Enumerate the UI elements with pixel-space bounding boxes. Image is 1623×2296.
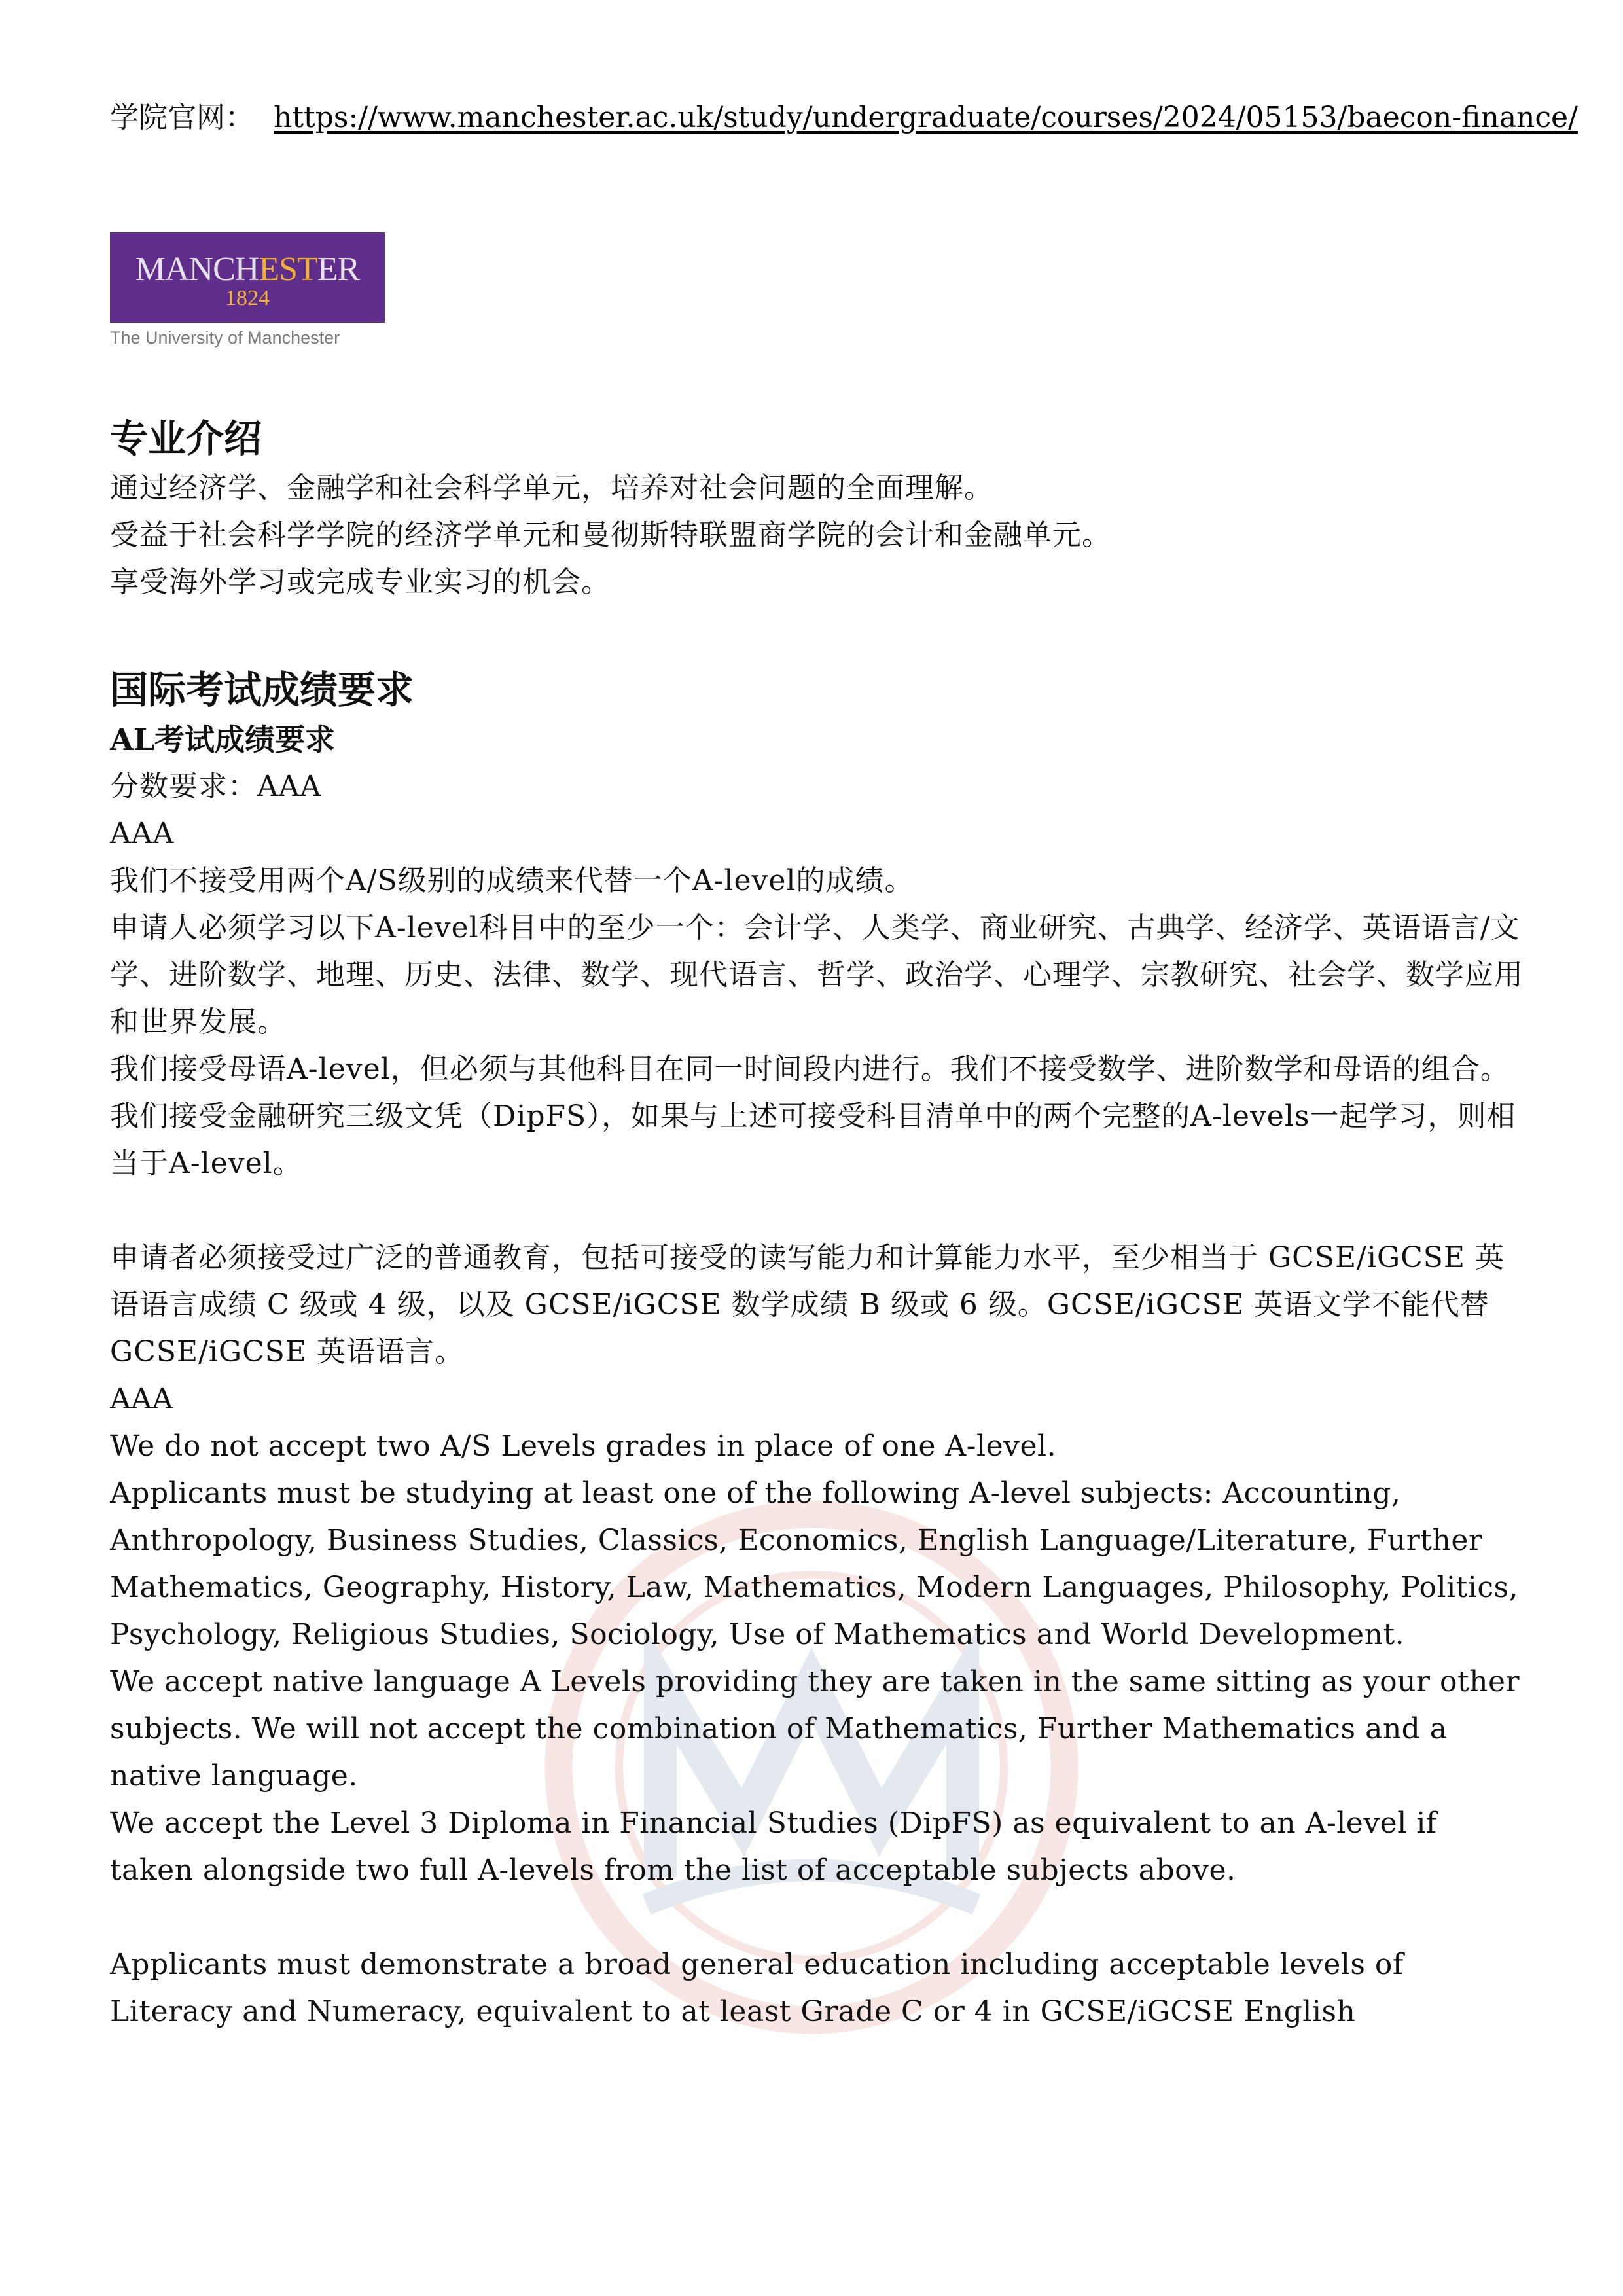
intro-line: 通过经济学、金融学和社会科学单元，培养对社会问题的全面理解。 <box>110 471 993 505</box>
score-line: 分数要求：AAA <box>110 770 322 803</box>
al-subheading: AL考试成绩要求 <box>110 722 336 757</box>
logo-subtitle: The University of Manchester <box>110 328 340 348</box>
zh-paragraph: 申请者必须接受过广泛的普通教育，包括可接受的读写能力和计算能力水平，至少相当于 GCSE/iGCSE 英语语言成绩 C 级或 4 级，以及 GCSE/iGCSE 数学成绩 B 级或 6 级。GCSE/iGCSE 英语文学不能代替 GCSE/iGCSE 英语语言。 <box>110 1241 1505 1369</box>
intro-line: 受益于社会科学学院的经济学单元和曼彻斯特联盟商学院的会计和金融单元。 <box>110 518 1111 552</box>
zh-paragraph: AAA <box>110 817 175 850</box>
zh-paragraph: 我们接受母语A-level，但必须与其他科目在同一时间段内进行。我们不接受数学、进阶数学和母语的组合。 <box>110 1052 1510 1086</box>
requirements-section <box>110 664 1524 2036</box>
logo-badge <box>110 232 385 323</box>
logo-year: 1824 <box>225 286 270 310</box>
university-logo <box>110 232 385 348</box>
document-content <box>110 98 1578 2036</box>
website-row <box>110 98 1578 137</box>
zh-paragraph: 我们接受金融研究三级文凭（DipFS），如果与上述可接受科目清单中的两个完整的A-levels一起学习，则相当于A-level。 <box>110 1100 1516 1180</box>
en-paragraph: Applicants must demonstrate a broad general education including acceptable levels of Literacy and Numeracy, equivalent to at least Grade C or 4 in GCSE/iGCSE English <box>110 1948 1404 2028</box>
en-paragraph: We do not accept two A/S Levels grades in place of one A-level. <box>110 1429 1057 1463</box>
intro-section <box>110 412 1524 606</box>
en-paragraph: Applicants must be studying at least one of the following A-level subjects: Accounting, Anthropology, Business Studies, Classics, Economics, English Language/Literature, Further Mathematics, Geography, History, Law, Mathematics, Modern Languages, Philosophy, Politics, Psychology, Religious Studies, Sociology, Use of Mathematics and World Development. <box>110 1477 1519 1651</box>
logo-wordmark: MANCHESTER <box>135 251 360 288</box>
zh-paragraph: 申请人必须学习以下A-level科目中的至少一个：会计学、人类学、商业研究、古典学、经济学、英语语言/文学、进阶数学、地理、历史、法律、数学、现代语言、哲学、政治学、心理学、宗教研究、社会学、数学应用和世界发展。 <box>110 911 1524 1039</box>
zh-paragraph: 我们不接受用两个A/S级别的成绩来代替一个A-level的成绩。 <box>110 864 914 897</box>
website-link[interactable]: https://www.manchester.ac.uk/study/undergraduate/courses/2024/05153/baecon-finance/ <box>274 101 1578 134</box>
requirements-heading: 国际考试成绩要求 <box>110 668 414 712</box>
en-paragraph: We accept the Level 3 Diploma in Financial Studies (DipFS) as equivalent to an A-level if taken alongside two full A-levels from the list of acceptable subjects above. <box>110 1806 1437 1887</box>
paragraph-gap <box>110 1187 1524 1234</box>
intro-line: 享受海外学习或完成专业实习的机会。 <box>110 565 611 599</box>
intro-heading: 专业介绍 <box>110 416 262 461</box>
en-paragraph: AAA <box>110 1382 173 1416</box>
en-paragraph: We accept native language A Levels providing they are taken in the same sitting as your other subjects. We will not accept the combination of Mathematics, Further Mathematics and a native language. <box>110 1665 1520 1793</box>
paragraph-gap <box>110 1894 1524 1941</box>
website-label: 学院官网： <box>110 101 254 134</box>
